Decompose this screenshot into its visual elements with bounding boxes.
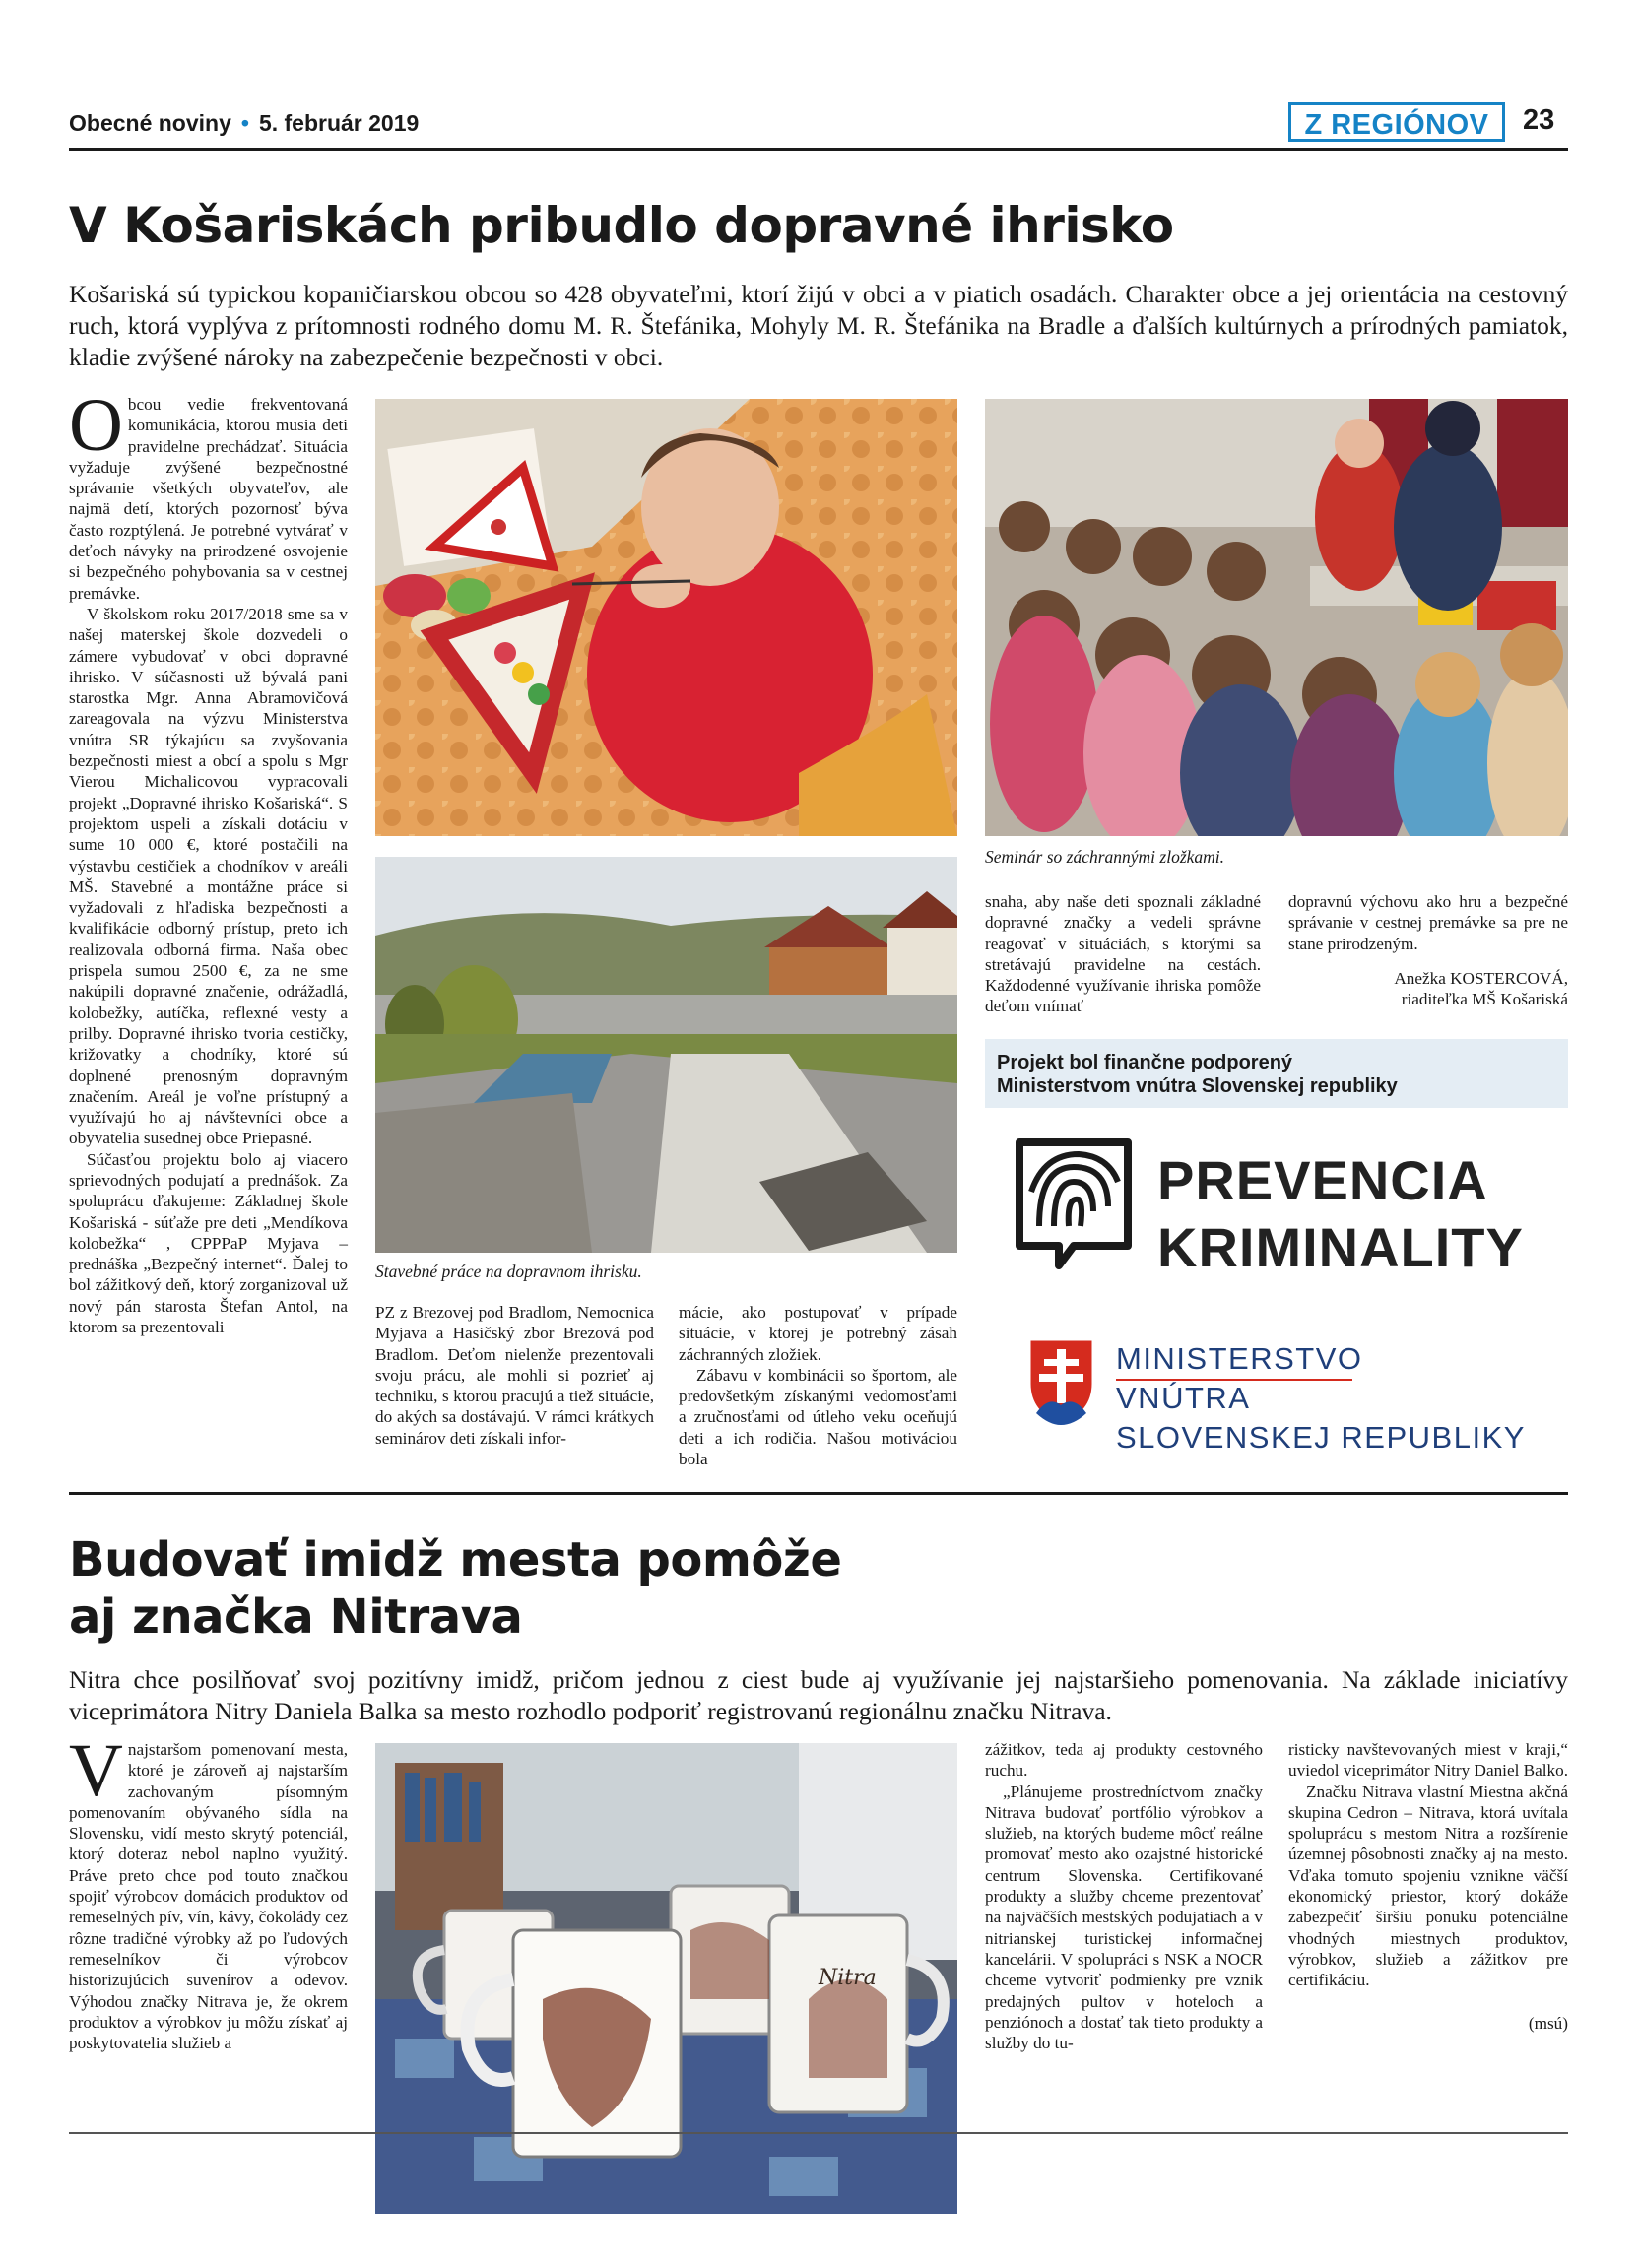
author-name: Anežka KOSTERCOVÁ,	[1394, 968, 1568, 988]
drop-cap: V	[69, 1729, 123, 1812]
article1-column-2	[375, 1302, 654, 1449]
slovak-coat-of-arms-icon	[1024, 1334, 1098, 1428]
prevencia-line-2: KRIMINALITY	[1157, 1216, 1524, 1278]
article1-column-1	[69, 384, 348, 1337]
article2-signature: (msú)	[1528, 2013, 1568, 2033]
photo-nitrava-mugs	[375, 1743, 957, 2214]
ministry-divider	[1116, 1379, 1352, 1381]
author-role: riaditeľka MŠ Košariská	[1401, 990, 1568, 1009]
article2-col3-paragraph-2: Značku Nitrava vlastní Miestna akčná skupina Cedron – Nitrava, ktorá uvítala spoluprácu s mestom Nitra a rozšírenie územnej pôsobnosti značky aj na mesto. Vďaka tomuto spojeniu vznikne väčší ekonomický priestor, ktorý dokáže zabezpečiť širšiu ponuku potenciálne vhodných miestnych produktov, výrobkov, služieb a zážitkov pre certifikáciu.	[1288, 1782, 1568, 1990]
article1-col5-text: dopravnú výchovu ako hru a bezpečné správanie v cestnej premávke sa pre ne stane prirodzeným.	[1288, 892, 1568, 953]
ministry-line-1: MINISTERSTVO	[1116, 1341, 1363, 1376]
seminar-image	[985, 399, 1568, 836]
sponsor-line-1: Projekt bol finančne podporený	[997, 1052, 1293, 1073]
fingerprint-icon	[1010, 1133, 1138, 1280]
sponsor-line-2: Ministerstvom vnútra Slovenskej republiky	[997, 1075, 1398, 1097]
ministry-line-2: VNÚTRA	[1116, 1381, 1251, 1415]
article2-column-1	[69, 1729, 348, 2053]
section-label: Z REGIÓNOV	[1288, 102, 1505, 142]
article1-column-5	[1288, 891, 1568, 1009]
article1-paragraph-2: V školskom roku 2017/2018 sme sa v našej materskej škole dozvedeli o zámere vybudovať v obci dopravné ihrisko. V súčasnosti už bývalá pani starostka Mgr. Anna Abramovičová zareagovala na výzvu Ministerstva vnútra SR týkajúcu sa zvyšovania bezpečnosti miest a obcí a spolu s Mgr Vierou Michalicovou vypracovali projekt „Dopravné ihrisko Košariská“. S projektom uspeli a získali dotáciu v sume 10 000 €, ktoré postačili na výstavbu cestičiek a chodníkov v areáli MŠ. Stavebné a montážne práce si vyžadovali z hľadiska bezpečnosti a kvalifikácie odborný prístup, preto ich realizovala odborná firma. Naša obec prispela sumou 2500 €, za ne sme nakúpili dopravné značenie, odrážadlá, kolobežky, autíčka, reflexné vesty a prilby. Dopravné ihrisko tvoria cestičky, križovatky a chodníky, ktoré sú doplnené prenosným dopravným značením. Areál je voľne prístupný a využívajú ho aj návštevníci obce a obyvatelia susednej obce Priepasné.	[69, 604, 348, 1148]
photo-construction	[375, 857, 957, 1253]
masthead	[69, 110, 419, 137]
publication-name: Obecné noviny	[69, 110, 231, 136]
construction-image	[375, 857, 957, 1253]
page-number: 23	[1523, 104, 1555, 136]
article1-column-4	[985, 891, 1261, 1017]
issue-date: 5. február 2019	[258, 110, 420, 136]
photo-seminar	[985, 399, 1568, 836]
nitrava-mugs-image	[375, 1743, 957, 2214]
article1-lead: Košariská sú typickou kopaničiarskou obcou so 428 obyvateľmi, ktorí žijú v obci a v piatich osadách. Charakter obce a jej orientácia na cestovný ruch, ktorá vyplýva z prítomnosti rodného domu M. R. Štefánika, Mohyly M. R. Štefánika na Bradle a ďalších kultúrnych a prírodných pamiatok, kladie zvýšené nároky na zabezpečenie bezpečnosti v obci.	[69, 280, 1568, 371]
article2-col2-paragraph-1: zážitkov, teda aj produkty cestovného ruchu.	[985, 1740, 1263, 1781]
article1-col3-paragraph-2: Zábavu v kombinácii so športom, ale predovšetkým získanými vedomosťami a zručnosťami od útleho veku oceňujú deti a ich rodičia. Našou motiváciou bola	[679, 1365, 957, 1469]
header-rule	[69, 148, 1568, 151]
article1-column-3	[679, 1302, 957, 1469]
sponsor-box	[985, 1039, 1568, 1108]
mug-label: Nitra	[819, 1966, 877, 1990]
prevencia-kriminality-logo-text	[1157, 1147, 1524, 1281]
article2-lead: Nitra chce posilňovať svoj pozitívny imidž, pričom jednou z ciest bude aj využívanie jej najstaršieho pomenovania. Na základe iniciatívy viceprimátora Nitry Daniela Balka sa mesto rozhodlo podporiť registrovanú regionálnu značku Nitrava.	[69, 1665, 1568, 1725]
article1-paragraph-3: Súčasťou projektu bolo aj viacero sprievodných podujatí a prednášok. Za spoluprácu ďakujeme: Základnej škole Košariská - súťaže pre deti „Mendíkova kolobežka“ , CPPPaP Myjava – prednáška „Bezpečný internet“. Ďalej to bol zážitkový deň, ktorý zorganizoval už nový pán starosta Štefan Antol, na ktorom sa prezentovali	[69, 1149, 348, 1337]
article2-col1-text: najstaršom pomenovaní mesta, ktoré je zároveň aj najstarším zachovaným písomným pomenovaním obývaného sídla na Slovensku, vidí mesto skrytý potenciál, ktorý doteraz nebol naplno využitý. Práve preto chce pod touto značkou spojiť výrobcov domácich produktov od remeselných pív, vín, kávy, čokolády cez rôzne tradičné výrobky až po ľudových remeselníkov či výrobcov historizujúcich suvenírov a odevov. Výhodou značky Nitrava je, že okrem produktov a výrobkov ju môžu získať aj poskytovatelia služieb a	[69, 1740, 348, 2053]
article1-col4-text: snaha, aby naše deti spoznali základné dopravné značky a vedeli správne reagovať v situáciách, s ktorými sa stretávajú pravidelne na cestách. Každodenné využívanie ihriska pomôže deťom vnímať	[985, 892, 1261, 1016]
article1-paragraph-1: bcou vedie frekventovaná komunikácia, ktorou musia deti pravidelne prechádzať. Situácia vyžaduje zvýšené bezpečnostné správanie všetkých obyvateľov, ale najmä detí, ktorých pozornosť býva často rozptýlená. Je potrebné vytvárať v deťoch návyky na prirodzené osvojenie si bezpečného pohybovania sa v cestnej premávke.	[69, 395, 348, 603]
article2-col2-paragraph-2: „Plánujeme prostredníctvom značky Nitrava budovať portfólio výrobkov a služieb, na ktorých budeme môcť reálne promovať mesto ako ozajstné historické centrum Slovenska. Certifikované produkty a služby chceme prezentovať na najväčších mestských podujatiach a v nitrianskej turistickej informačnej kancelárii. V spolupráci s NSK a NOCR chceme vytvoriť podmienky pre vznik predajných pultov v hoteloch a penziónoch a dostať tak tieto produkty a služby do tu-	[985, 1782, 1263, 2053]
article2-column-2	[985, 1739, 1263, 2053]
caption-seminar: Seminár so záchrannými zložkami.	[985, 847, 1225, 867]
article2-headline-line-2: aj značka Nitrava	[69, 1589, 523, 1645]
footer-rule	[69, 2132, 1568, 2134]
article1-col3-paragraph-1: mácie, ako postupovať v prípade situácie, v ktorej je potrebný zásah záchranných zložiek.	[679, 1303, 957, 1364]
separator-dot: •	[240, 110, 249, 136]
article1-col2-text: PZ z Brezovej pod Bradlom, Nemocnica Myjava a Hasičský zbor Brezová pod Bradlom. Deťom nielenže prezentovali svoju prácu, ale mohli si pozrieť aj techniku, s ktorou pracujú a tiež situácie, do akých sa dostávajú. V rámci krátkych seminárov deti získali infor-	[375, 1303, 654, 1448]
article1-headline: V Košariskách pribudlo dopravné ihrisko	[69, 197, 1174, 254]
article-separator	[69, 1492, 1568, 1495]
article2-col3-paragraph-1: risticky navštevovaných miest v kraji,“ uviedol viceprimátor Nitry Daniel Balko.	[1288, 1740, 1568, 1781]
caption-construction: Stavebné práce na dopravnom ihrisku.	[375, 1262, 642, 1281]
article2-headline	[69, 1531, 1152, 1646]
photo-child-painting	[375, 399, 957, 836]
ministry-line-3: SLOVENSKEJ REPUBLIKY	[1116, 1420, 1526, 1455]
drop-cap: O	[69, 384, 123, 467]
article2-column-3	[1288, 1739, 1568, 2034]
ministry-logo-text	[1116, 1339, 1526, 1458]
article2-headline-line-1: Budovať imidž mesta pomôže	[69, 1532, 842, 1588]
prevencia-line-1: PREVENCIA	[1157, 1149, 1488, 1211]
child-painting-image	[375, 399, 957, 836]
